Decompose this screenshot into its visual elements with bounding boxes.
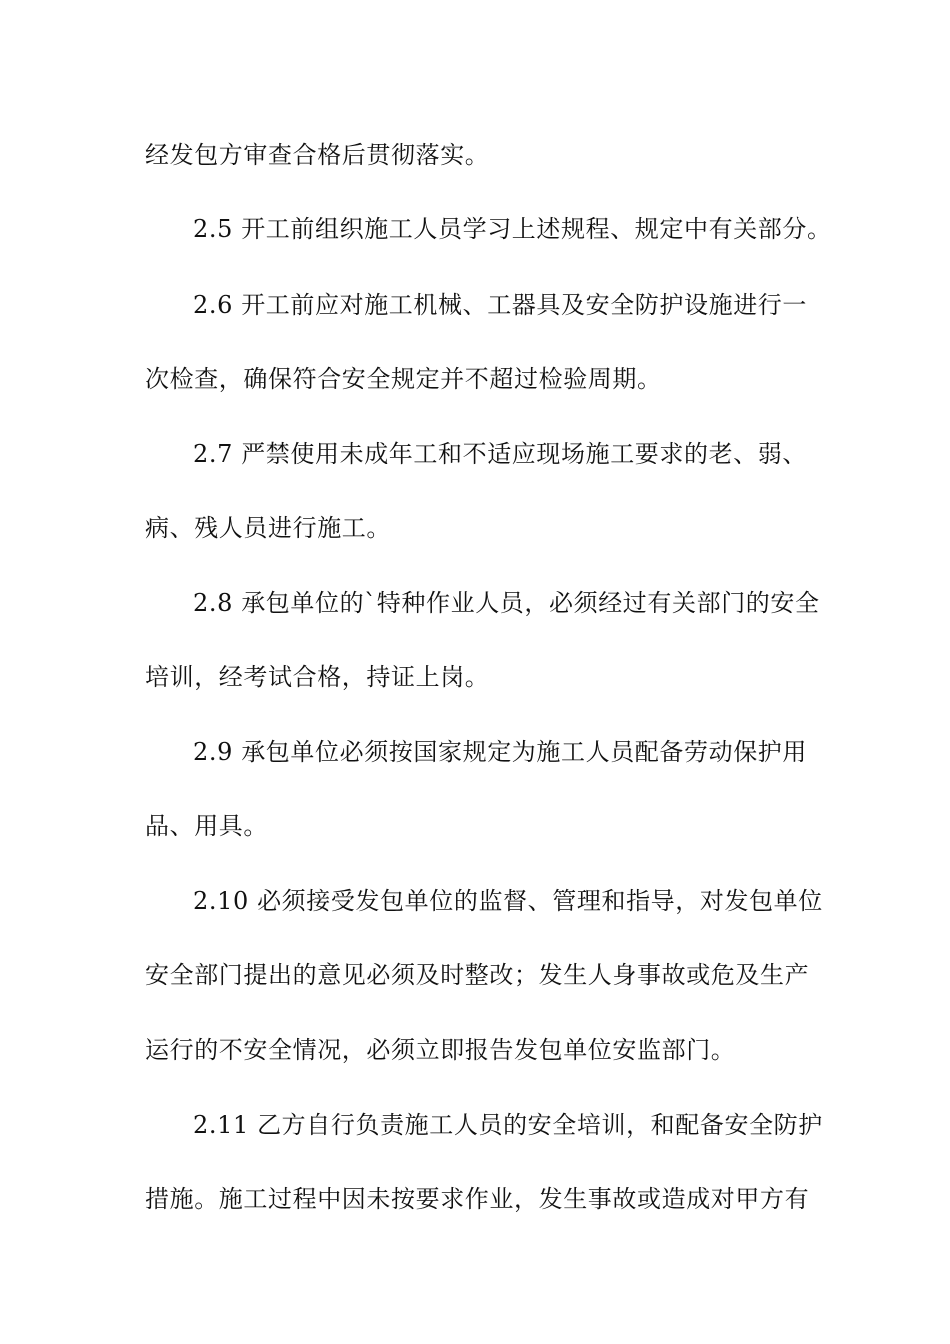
paragraph-line: 2.10 必须接受发包单位的监督、管理和指导，对发包单位 — [193, 887, 823, 915]
paragraph-line: 2.6 开工前应对施工机械、工器具及安全防护设施进行一 — [193, 291, 807, 319]
paragraph-line: 安全部门提出的意见必须及时整改；发生人身事故或危及生产 — [145, 961, 810, 989]
paragraph-line: 经发包方审查合格后贯彻落实。 — [145, 141, 490, 169]
paragraph-line: 2.5 开工前组织施工人员学习上述规程、规定中有关部分。 — [193, 215, 832, 243]
paragraph-line: 品、用具。 — [145, 812, 268, 840]
paragraph-line: 措施。施工过程中因未按要求作业，发生事故或造成对甲方有 — [145, 1185, 810, 1213]
paragraph-line: 2.11 乙方自行负责施工人员的安全培训，和配备安全防护 — [193, 1111, 823, 1139]
paragraph-line: 培训，经考试合格，持证上岗。 — [145, 663, 490, 691]
paragraph-line: 2.8 承包单位的`特种作业人员，必须经过有关部门的安全 — [193, 589, 820, 617]
paragraph-line: 病、残人员进行施工。 — [145, 514, 391, 542]
paragraph-line: 2.9 承包单位必须按国家规定为施工人员配备劳动保护用 — [193, 738, 807, 766]
paragraph-line: 2.7 严禁使用未成年工和不适应现场施工要求的老、弱、 — [193, 440, 807, 468]
paragraph-line: 运行的不安全情况，必须立即报告发包单位安监部门。 — [145, 1036, 736, 1064]
paragraph-line: 次检查，确保符合安全规定并不超过检验周期。 — [145, 365, 662, 393]
